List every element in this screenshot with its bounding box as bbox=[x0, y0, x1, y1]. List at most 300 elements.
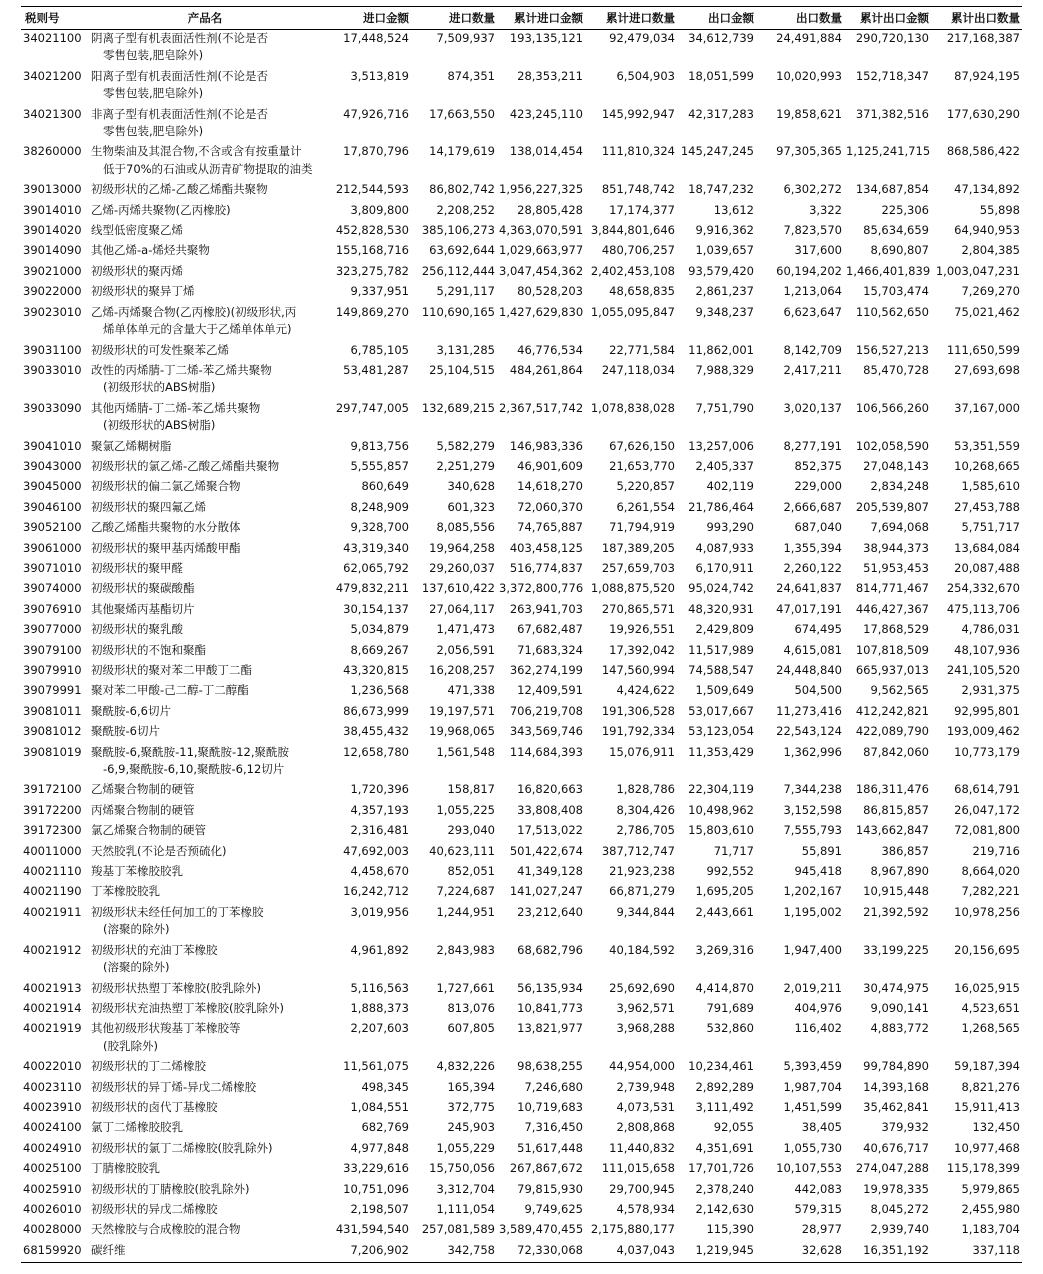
cumulative-import-value-cell: 501,422,674 bbox=[509, 843, 583, 858]
cumulative-import-value-cell: 51,617,448 bbox=[517, 1140, 583, 1155]
export-quantity-cell: 10,107,553 bbox=[776, 1161, 842, 1176]
table-body bbox=[21, 30, 1022, 1263]
import-quantity-cell: 5,291,117 bbox=[436, 284, 495, 299]
import-quantity-cell: 1,055,225 bbox=[436, 802, 495, 817]
product-name-cell bbox=[87, 598, 323, 618]
product-name-cell bbox=[87, 1178, 323, 1198]
import-value-cell: 3,513,819 bbox=[350, 68, 409, 83]
cumulative-import-value-cell: 79,815,930 bbox=[517, 1181, 583, 1196]
cumulative-export-value-cell: 156,527,213 bbox=[855, 342, 929, 357]
cumulative-import-quantity-cell: 22,771,584 bbox=[609, 342, 675, 357]
table-row bbox=[21, 741, 1022, 779]
table-row bbox=[21, 819, 1022, 839]
cumulative-import-quantity-cell: 67,626,150 bbox=[609, 438, 675, 453]
cumulative-import-value-cell: 14,618,270 bbox=[517, 479, 583, 494]
cumulative-export-quantity-cell: 254,332,670 bbox=[946, 581, 1020, 596]
export-quantity-cell: 55,891 bbox=[801, 843, 842, 858]
import-value-cell: 297,747,005 bbox=[335, 400, 409, 415]
table-row bbox=[21, 679, 1022, 699]
export-value-cell: 993,290 bbox=[706, 520, 754, 535]
import-quantity-cell: 19,964,258 bbox=[429, 540, 495, 555]
product-name-cell bbox=[87, 1076, 323, 1096]
cumulative-import-value-cell: 33,808,408 bbox=[517, 802, 583, 817]
trade-statistics-table bbox=[21, 6, 1022, 1263]
tariff-code-cell: 39046100 bbox=[23, 499, 82, 514]
tariff-code-cell: 39061000 bbox=[23, 540, 82, 555]
tariff-code-cell: 34021100 bbox=[23, 31, 82, 45]
import-quantity-cell: 1,055,229 bbox=[436, 1140, 495, 1155]
import-value-cell: 43,319,340 bbox=[343, 540, 409, 555]
cumulative-import-quantity-cell: 2,739,948 bbox=[616, 1079, 675, 1094]
product-name-cell bbox=[87, 1157, 323, 1177]
import-value-cell: 4,357,193 bbox=[350, 802, 409, 817]
product-name-cell bbox=[87, 977, 323, 997]
cumulative-import-quantity-cell: 851,748,742 bbox=[601, 182, 675, 197]
product-name-cell bbox=[87, 577, 323, 597]
export-value-cell: 48,320,931 bbox=[688, 601, 754, 616]
export-value-cell: 2,443,661 bbox=[695, 904, 754, 919]
product-name-cell bbox=[87, 475, 323, 495]
import-value-cell: 33,229,616 bbox=[343, 1161, 409, 1176]
cumulative-export-quantity-cell: 8,821,276 bbox=[961, 1079, 1020, 1094]
export-value-cell: 2,378,240 bbox=[695, 1181, 754, 1196]
import-quantity-cell: 4,832,226 bbox=[436, 1059, 495, 1074]
cumulative-import-value-cell: 17,513,022 bbox=[517, 823, 583, 838]
cumulative-export-quantity-cell: 177,630,290 bbox=[946, 106, 1020, 121]
cumulative-import-quantity-cell: 9,344,844 bbox=[616, 904, 675, 919]
tariff-code-cell: 39079910 bbox=[23, 663, 82, 677]
product-name-line1: 初级形状的氯乙烯-乙酸乙烯酯共聚物 bbox=[91, 458, 280, 473]
export-quantity-cell: 8,277,191 bbox=[783, 438, 842, 453]
import-value-cell: 498,345 bbox=[361, 1079, 409, 1094]
import-value-cell: 7,206,902 bbox=[323, 1239, 411, 1263]
product-name-line1: 聚对苯二甲酸-己二醇-丁二醇酯 bbox=[91, 683, 249, 698]
import-value-cell: 53,481,287 bbox=[343, 362, 409, 377]
import-quantity-cell: 256,112,444 bbox=[421, 263, 495, 278]
export-quantity-cell: 2,019,211 bbox=[783, 980, 842, 995]
export-quantity-cell: 687,040 bbox=[794, 520, 842, 535]
cumulative-export-value-cell: 33,199,225 bbox=[863, 942, 929, 957]
product-name-cell bbox=[87, 199, 323, 219]
table-row bbox=[21, 1116, 1022, 1136]
product-name-line1: 乙烯-丙烯聚合物(乙丙橡胶)(初级形状,丙 bbox=[91, 304, 297, 319]
tariff-code-cell: 40024910 bbox=[23, 1140, 82, 1155]
cumulative-export-quantity-cell: 219,716 bbox=[972, 843, 1020, 858]
table-row bbox=[21, 1096, 1022, 1116]
import-value-cell: 2,207,603 bbox=[350, 1021, 409, 1036]
import-quantity-cell: 137,610,422 bbox=[421, 581, 495, 596]
import-value-cell: 17,448,524 bbox=[343, 31, 409, 45]
import-value-cell: 323,275,782 bbox=[335, 263, 409, 278]
table-row bbox=[21, 475, 1022, 495]
cumulative-export-value-cell: 4,883,772 bbox=[870, 1021, 929, 1036]
table-row bbox=[21, 219, 1022, 239]
table-row bbox=[21, 880, 1022, 900]
cumulative-export-quantity-cell: 193,009,462 bbox=[946, 724, 1020, 739]
export-quantity-cell: 47,017,191 bbox=[776, 601, 842, 616]
product-name-line1: 乙酸乙烯酯共聚物的水分散体 bbox=[91, 520, 241, 535]
cumulative-import-value-cell: 46,776,534 bbox=[517, 342, 583, 357]
import-quantity-cell: 1,727,661 bbox=[436, 980, 495, 995]
cumulative-import-quantity-cell: 4,424,622 bbox=[616, 683, 675, 698]
product-name-cell bbox=[87, 537, 323, 557]
cumulative-export-quantity-cell: 10,977,468 bbox=[954, 1140, 1020, 1155]
export-quantity-cell: 1,947,400 bbox=[783, 942, 842, 957]
cumulative-export-quantity-cell: 68,614,791 bbox=[954, 782, 1020, 797]
product-name-line1: 初级形状的不饱和聚酯 bbox=[91, 642, 206, 657]
table-row bbox=[21, 397, 1022, 435]
cumulative-export-value-cell: 422,089,790 bbox=[855, 724, 929, 739]
cumulative-export-quantity-cell: 75,021,462 bbox=[954, 304, 1020, 319]
cumulative-export-quantity-cell: 217,168,387 bbox=[946, 31, 1020, 45]
header-export-value: 出口金额 bbox=[677, 7, 756, 30]
export-value-cell: 4,087,933 bbox=[695, 540, 754, 555]
cumulative-import-quantity-cell: 247,118,034 bbox=[601, 362, 675, 377]
import-value-cell: 2,316,481 bbox=[350, 823, 409, 838]
tariff-code-cell: 39014010 bbox=[23, 202, 82, 217]
export-quantity-cell: 3,322 bbox=[809, 202, 842, 217]
product-name-cell bbox=[87, 103, 323, 141]
cumulative-export-value-cell: 814,771,467 bbox=[855, 581, 929, 596]
cumulative-import-quantity-cell: 11,440,832 bbox=[609, 1140, 675, 1155]
import-value-cell: 1,888,373 bbox=[350, 1000, 409, 1015]
import-quantity-cell: 132,689,215 bbox=[421, 400, 495, 415]
table-row bbox=[21, 260, 1022, 280]
cumulative-import-quantity-cell: 270,865,571 bbox=[601, 601, 675, 616]
export-value-cell: 13,612 bbox=[713, 202, 754, 217]
import-value-cell: 3,019,956 bbox=[350, 904, 409, 919]
export-value-cell: 11,862,001 bbox=[688, 342, 754, 357]
export-value-cell: 18,051,599 bbox=[688, 68, 754, 83]
product-name-cell bbox=[87, 435, 323, 455]
table-row bbox=[21, 700, 1022, 720]
import-value-cell: 30,154,137 bbox=[343, 601, 409, 616]
cumulative-import-quantity-cell: 8,304,426 bbox=[616, 802, 675, 817]
cumulative-export-quantity-cell: 1,003,047,231 bbox=[935, 263, 1020, 278]
cumulative-import-quantity-cell: 3,968,288 bbox=[616, 1021, 675, 1036]
table-row bbox=[21, 301, 1022, 339]
cumulative-export-quantity-cell: 15,911,413 bbox=[954, 1099, 1020, 1114]
export-value-cell: 11,353,429 bbox=[688, 744, 754, 759]
table-row bbox=[21, 199, 1022, 219]
import-quantity-cell: 15,750,056 bbox=[429, 1161, 495, 1176]
table-row bbox=[21, 840, 1022, 860]
cumulative-export-quantity-cell: 2,804,385 bbox=[961, 243, 1020, 258]
import-quantity-cell: 8,085,556 bbox=[436, 520, 495, 535]
tariff-code-cell: 40028000 bbox=[23, 1222, 82, 1237]
cumulative-import-value-cell: 362,274,199 bbox=[509, 663, 583, 677]
export-value-cell: 791,689 bbox=[706, 1000, 754, 1015]
cumulative-import-value-cell: 263,941,703 bbox=[509, 601, 583, 616]
cumulative-export-quantity-cell: 53,351,559 bbox=[954, 438, 1020, 453]
product-name-line1: 聚酰胺-6,聚酰胺-11,聚酰胺-12,聚酰胺 bbox=[91, 744, 289, 759]
tariff-code-cell: 68159920 bbox=[21, 1239, 87, 1263]
import-quantity-cell: 601,323 bbox=[447, 499, 495, 514]
product-name-line1: 初级形状的可发性聚苯乙烯 bbox=[91, 342, 229, 357]
product-name-line1: 初级形状的聚碳酸酯 bbox=[91, 581, 195, 596]
cumulative-import-quantity-cell: 71,794,919 bbox=[609, 520, 675, 535]
export-value-cell: 11,517,989 bbox=[688, 642, 754, 657]
export-value-cell: 115,390 bbox=[706, 1222, 754, 1237]
table-row bbox=[21, 339, 1022, 359]
export-quantity-cell: 24,491,884 bbox=[776, 31, 842, 45]
table-row bbox=[21, 1218, 1022, 1238]
product-name-cell bbox=[87, 280, 323, 300]
product-name-line1: 聚酰胺-6,6切片 bbox=[91, 703, 171, 718]
export-quantity-cell: 1,202,167 bbox=[783, 884, 842, 899]
export-quantity-cell: 4,615,081 bbox=[783, 642, 842, 657]
cumulative-import-value-cell: 23,212,640 bbox=[517, 904, 583, 919]
trade-statistics-table-container bbox=[21, 6, 1022, 1263]
product-name-cell bbox=[87, 455, 323, 475]
cumulative-export-value-cell: 40,676,717 bbox=[863, 1140, 929, 1155]
cumulative-export-quantity-cell: 7,282,221 bbox=[961, 884, 1020, 899]
import-value-cell: 16,242,712 bbox=[343, 884, 409, 899]
product-name-cell bbox=[87, 1218, 323, 1238]
cumulative-import-value-cell: 80,528,203 bbox=[517, 284, 583, 299]
product-name-cell bbox=[87, 260, 323, 280]
export-quantity-cell: 8,142,709 bbox=[783, 342, 842, 357]
cumulative-export-value-cell: 35,462,841 bbox=[863, 1099, 929, 1114]
table-row bbox=[21, 860, 1022, 880]
import-value-cell: 5,116,563 bbox=[350, 980, 409, 995]
export-quantity-cell: 97,305,365 bbox=[776, 144, 842, 159]
export-quantity-cell: 2,666,687 bbox=[783, 499, 842, 514]
product-name-line1: 初级形状的聚甲基丙烯酸甲酯 bbox=[91, 540, 241, 555]
tariff-code-cell: 39172300 bbox=[23, 823, 82, 838]
import-quantity-cell: 813,076 bbox=[447, 1000, 495, 1015]
product-name-line1: 初级形状的乙烯-乙酸乙烯酯共聚物 bbox=[91, 182, 268, 197]
product-name-cell bbox=[87, 799, 323, 819]
cumulative-import-value-cell: 2,367,517,742 bbox=[499, 400, 584, 415]
import-quantity-cell: 19,197,571 bbox=[429, 703, 495, 718]
cumulative-export-quantity-cell: 1,183,704 bbox=[961, 1222, 1020, 1237]
product-name-cell bbox=[87, 557, 323, 577]
product-name-line2: (溶聚的除外) bbox=[103, 960, 170, 975]
table-row bbox=[21, 1076, 1022, 1096]
cumulative-export-quantity-cell: 37,167,000 bbox=[954, 400, 1020, 415]
product-name-line1: 其他丙烯腈-丁二烯-苯乙烯共聚物 bbox=[91, 400, 261, 415]
import-value-cell: 4,977,848 bbox=[350, 1140, 409, 1155]
export-quantity-cell: 852,375 bbox=[794, 458, 842, 473]
cumulative-import-quantity-cell: 387,712,747 bbox=[601, 843, 675, 858]
table-row bbox=[21, 799, 1022, 819]
header-cumulative-export-value: 累计出口金额 bbox=[844, 7, 931, 30]
product-name-line1: 聚酰胺-6切片 bbox=[91, 724, 160, 739]
import-quantity-cell: 2,843,983 bbox=[436, 942, 495, 957]
import-value-cell: 8,248,909 bbox=[350, 499, 409, 514]
product-name-line1: 丁腈橡胶胶乳 bbox=[91, 1161, 160, 1176]
cumulative-export-quantity-cell: 59,187,394 bbox=[954, 1059, 1020, 1074]
tariff-code-cell: 40021912 bbox=[23, 942, 82, 957]
table-row bbox=[21, 659, 1022, 679]
export-quantity-cell: 5,393,459 bbox=[783, 1059, 842, 1074]
cumulative-import-value-cell: 516,774,837 bbox=[509, 560, 583, 575]
table-header bbox=[21, 7, 1022, 30]
import-quantity-cell: 7,224,687 bbox=[436, 884, 495, 899]
cumulative-export-value-cell: 379,932 bbox=[881, 1120, 929, 1135]
export-quantity-cell: 7,823,570 bbox=[783, 223, 842, 238]
product-name-line1: 初级形状的聚四氟乙烯 bbox=[91, 499, 206, 514]
table-row bbox=[21, 1157, 1022, 1177]
cumulative-export-value-cell: 86,815,857 bbox=[863, 802, 929, 817]
cumulative-export-quantity-cell: 64,940,953 bbox=[954, 223, 1020, 238]
cumulative-import-value-cell: 16,820,663 bbox=[517, 782, 583, 797]
export-value-cell: 3,269,316 bbox=[695, 942, 754, 957]
cumulative-import-quantity-cell: 3,962,571 bbox=[616, 1000, 675, 1015]
cumulative-export-value-cell: 225,306 bbox=[881, 202, 929, 217]
cumulative-import-value-cell: 193,135,121 bbox=[509, 31, 583, 45]
import-quantity-cell: 165,394 bbox=[447, 1079, 495, 1094]
import-value-cell: 6,785,105 bbox=[350, 342, 409, 357]
import-quantity-cell: 29,260,037 bbox=[429, 560, 495, 575]
cumulative-export-value-cell: 85,634,659 bbox=[863, 223, 929, 238]
cumulative-export-quantity-cell: 87,924,195 bbox=[954, 68, 1020, 83]
cumulative-export-value-cell: 9,562,565 bbox=[870, 683, 929, 698]
cumulative-import-quantity-cell: 3,844,801,646 bbox=[590, 223, 675, 238]
tariff-code-cell: 40025910 bbox=[23, 1181, 82, 1196]
cumulative-import-quantity-cell: 257,659,703 bbox=[601, 560, 675, 575]
cumulative-import-quantity-cell: 1,055,095,847 bbox=[590, 304, 675, 319]
export-quantity-cell: 116,402 bbox=[794, 1021, 842, 1036]
cumulative-import-value-cell: 484,261,864 bbox=[509, 362, 583, 377]
cumulative-import-quantity-cell: 2,808,868 bbox=[616, 1120, 675, 1135]
export-quantity-cell: 24,448,840 bbox=[776, 663, 842, 677]
cumulative-import-quantity-cell: 17,392,042 bbox=[609, 642, 675, 657]
product-name-line1: 生物柴油及其混合物,不含或含有按重量计 bbox=[91, 144, 302, 159]
product-name-line1: 丙烯聚合物制的硬管 bbox=[91, 802, 195, 817]
product-name-line1: 初级形状未经任何加工的丁苯橡胶 bbox=[91, 904, 264, 919]
import-value-cell: 12,658,780 bbox=[343, 744, 409, 759]
cumulative-import-value-cell: 7,246,680 bbox=[524, 1079, 583, 1094]
tariff-code-cell: 40011000 bbox=[23, 843, 82, 858]
tariff-code-cell: 40021110 bbox=[23, 864, 82, 879]
import-value-cell: 8,669,267 bbox=[350, 642, 409, 657]
product-name-cell bbox=[87, 819, 323, 839]
export-quantity-cell: 10,020,993 bbox=[776, 68, 842, 83]
product-name-line1: 初级形状的聚异丁烯 bbox=[91, 284, 195, 299]
export-value-cell: 1,039,657 bbox=[695, 243, 754, 258]
export-quantity-cell: 1,355,394 bbox=[783, 540, 842, 555]
cumulative-export-value-cell: 85,470,728 bbox=[863, 362, 929, 377]
cumulative-import-value-cell: 343,569,746 bbox=[509, 724, 583, 739]
import-quantity-cell: 158,817 bbox=[447, 782, 495, 797]
table-row bbox=[21, 901, 1022, 939]
import-quantity-cell: 63,692,644 bbox=[429, 243, 495, 258]
product-name-line1: 初级形状的氯丁二烯橡胶(胶乳除外) bbox=[91, 1140, 273, 1155]
tariff-code-cell: 40023910 bbox=[23, 1099, 82, 1114]
cumulative-export-value-cell: 205,539,807 bbox=[855, 499, 929, 514]
export-value-cell: 7,751,790 bbox=[695, 400, 754, 415]
cumulative-export-value-cell: 134,687,854 bbox=[855, 182, 929, 197]
product-name-cell bbox=[87, 339, 323, 359]
table-row bbox=[21, 557, 1022, 577]
product-name-cell bbox=[87, 1239, 323, 1263]
table-row bbox=[21, 1198, 1022, 1218]
tariff-code-cell: 40021914 bbox=[23, 1000, 82, 1015]
export-quantity-cell: 317,600 bbox=[794, 243, 842, 258]
cumulative-import-value-cell: 10,841,773 bbox=[517, 1000, 583, 1015]
table-row bbox=[21, 455, 1022, 475]
product-name-line1: 羧基丁苯橡胶胶乳 bbox=[91, 864, 183, 879]
cumulative-import-quantity-cell: 48,658,835 bbox=[609, 284, 675, 299]
product-name-line1: 初级形状的聚丙烯 bbox=[91, 263, 183, 278]
cumulative-import-value-cell: 10,719,683 bbox=[517, 1099, 583, 1114]
import-quantity-cell: 293,040 bbox=[447, 823, 495, 838]
product-name-line1: 聚氯乙烯糊树脂 bbox=[91, 438, 172, 453]
tariff-code-cell: 40024100 bbox=[23, 1120, 82, 1135]
cumulative-import-quantity-cell: 17,174,377 bbox=[609, 202, 675, 217]
import-value-cell: 2,198,507 bbox=[350, 1201, 409, 1216]
import-quantity-cell: 1,561,548 bbox=[436, 744, 495, 759]
import-quantity-cell: 40,623,111 bbox=[429, 843, 495, 858]
cumulative-export-quantity-cell: 10,978,256 bbox=[954, 904, 1020, 919]
tariff-code-cell: 39079991 bbox=[23, 683, 82, 698]
export-quantity-cell: 945,418 bbox=[794, 864, 842, 879]
import-quantity-cell: 27,064,117 bbox=[429, 601, 495, 616]
import-quantity-cell: 1,471,473 bbox=[436, 622, 495, 637]
table-row bbox=[21, 178, 1022, 198]
import-quantity-cell: 110,690,165 bbox=[421, 304, 495, 319]
cumulative-import-value-cell: 146,983,336 bbox=[509, 438, 583, 453]
cumulative-export-quantity-cell: 13,684,084 bbox=[954, 540, 1020, 555]
cumulative-import-quantity-cell: 40,184,592 bbox=[609, 942, 675, 957]
product-name-cell bbox=[87, 65, 323, 103]
product-name-line1: 丁苯橡胶胶乳 bbox=[91, 884, 160, 899]
cumulative-import-quantity-cell: 15,076,911 bbox=[609, 744, 675, 759]
product-name-line2: (初级形状的ABS树脂) bbox=[103, 418, 216, 433]
import-quantity-cell: 372,775 bbox=[447, 1099, 495, 1114]
table-row bbox=[21, 30, 1022, 65]
tariff-code-cell: 39023010 bbox=[23, 304, 82, 319]
export-value-cell: 7,988,329 bbox=[695, 362, 754, 377]
product-name-cell bbox=[87, 700, 323, 720]
product-name-cell bbox=[87, 659, 323, 679]
cumulative-export-quantity-cell: 2,455,980 bbox=[961, 1201, 1020, 1216]
header-import-value: 进口金额 bbox=[323, 7, 411, 30]
cumulative-export-quantity-cell: 337,118 bbox=[931, 1239, 1022, 1263]
product-name-line1: 初级形状的充油丁苯橡胶 bbox=[91, 942, 218, 957]
cumulative-import-value-cell: 1,029,663,977 bbox=[499, 243, 584, 258]
export-quantity-cell: 404,976 bbox=[794, 1000, 842, 1015]
import-quantity-cell: 342,758 bbox=[411, 1239, 497, 1263]
import-value-cell: 431,594,540 bbox=[335, 1222, 409, 1237]
cumulative-export-value-cell: 8,690,807 bbox=[870, 243, 929, 258]
import-value-cell: 452,828,530 bbox=[335, 223, 409, 238]
cumulative-export-quantity-cell: 8,664,020 bbox=[961, 864, 1020, 879]
cumulative-import-quantity-cell: 19,926,551 bbox=[609, 622, 675, 637]
cumulative-export-value-cell: 7,694,068 bbox=[870, 520, 929, 535]
cumulative-export-quantity-cell: 27,693,698 bbox=[954, 362, 1020, 377]
tariff-code-cell: 40021190 bbox=[23, 884, 82, 899]
cumulative-import-value-cell: 41,349,128 bbox=[517, 864, 583, 879]
cumulative-import-value-cell: 706,219,708 bbox=[509, 703, 583, 718]
import-value-cell: 5,034,879 bbox=[350, 622, 409, 637]
product-name-line1: 初级形状充油热塑丁苯橡胶(胶乳除外) bbox=[91, 1000, 284, 1015]
export-value-cell: 42,317,283 bbox=[688, 106, 754, 121]
table-row bbox=[21, 103, 1022, 141]
cumulative-import-value-cell: 71,683,324 bbox=[517, 642, 583, 657]
tariff-code-cell: 39041010 bbox=[23, 438, 82, 453]
product-name-line1: 其他聚烯丙基酯切片 bbox=[91, 601, 195, 616]
import-value-cell: 10,751,096 bbox=[343, 1181, 409, 1196]
table-row bbox=[21, 1055, 1022, 1075]
import-quantity-cell: 874,351 bbox=[447, 68, 495, 83]
cumulative-export-quantity-cell: 48,107,936 bbox=[954, 642, 1020, 657]
product-name-line1: 初级形状热塑丁苯橡胶(胶乳除外) bbox=[91, 980, 261, 995]
table-row bbox=[21, 359, 1022, 397]
product-name-line1: 碳纤维 bbox=[91, 1242, 126, 1257]
